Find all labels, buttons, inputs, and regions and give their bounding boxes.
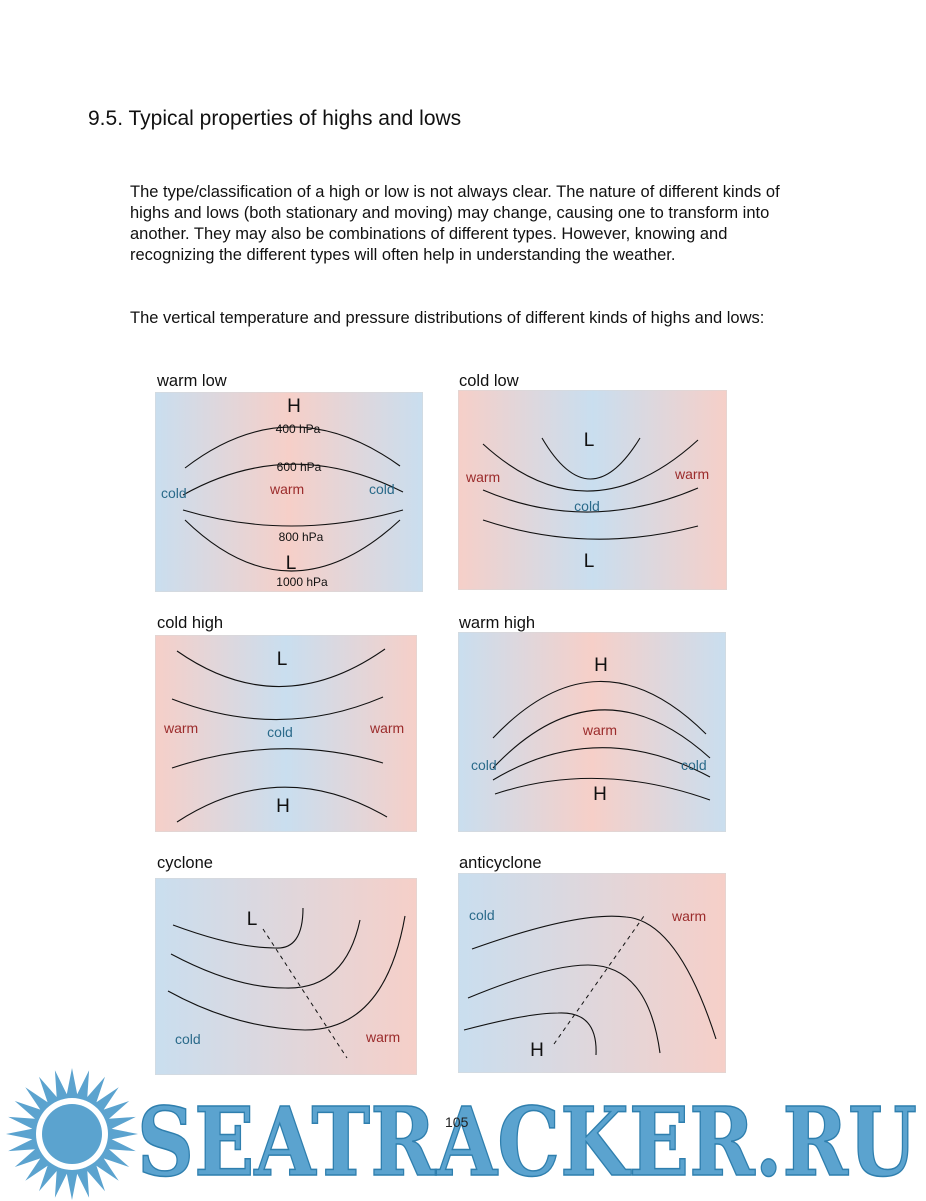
anticyclone-cold-label: cold: [469, 907, 495, 923]
warm-high-cold-right: cold: [681, 757, 707, 773]
label-1000-hpa: 1000 hPa: [276, 575, 328, 589]
cold-high-warm-left: warm: [164, 720, 199, 736]
label-400-hpa: 400 hPa: [275, 422, 321, 436]
warm-high-cold-left: cold: [471, 757, 497, 773]
anticyclone-diagram: [458, 873, 726, 1073]
warm-high-diagram: [458, 632, 726, 832]
cold-low-title: cold low: [459, 372, 519, 390]
cold-high-title: cold high: [157, 614, 224, 632]
warm-low-l-label: L: [285, 553, 297, 574]
label-600-hpa: 600 hPa: [276, 460, 322, 474]
cold-high-h-label: H: [276, 796, 290, 817]
cyclone-warm-label: warm: [366, 1029, 401, 1045]
anticyclone-h-label: H: [530, 1040, 544, 1061]
anticyclone-warm-label: warm: [672, 908, 707, 924]
warm-low-cold-left: cold: [161, 485, 187, 501]
distribution-paragraph: The vertical temperature and pressure distributions of different kinds of highs and lows:: [130, 309, 765, 327]
cyclone-cold-label: cold: [175, 1031, 201, 1047]
warm-low-cold-right: cold: [369, 481, 395, 497]
cold-high-cold-label: cold: [267, 724, 293, 740]
anticyclone-title: anticyclone: [459, 854, 542, 872]
cyclone-diagram: [155, 878, 417, 1075]
cold-low-diagram: [458, 390, 727, 590]
cold-low-warm-right: warm: [675, 466, 710, 482]
cyclone-l-label: L: [246, 909, 258, 930]
cyclone-title: cyclone: [157, 854, 213, 872]
section-heading: 9.5. Typical properties of highs and lows: [88, 107, 462, 130]
warm-low-title: warm low: [157, 372, 227, 390]
intro-paragraph: The type/classification of a high or low is not always clear. The nature of different kinds of highs and lows (both stationary and moving) may change, causing one to transform into another. They may also be combinations of different types. However, knowing and recognizing the different types will often help in understanding the weather.: [130, 183, 780, 264]
warm-low-warm-label: warm: [270, 481, 305, 497]
cold-low-cold-label: cold: [574, 498, 600, 514]
warm-high-title: warm high: [459, 614, 536, 632]
warm-low-h-label: H: [287, 396, 301, 417]
cold-high-warm-right: warm: [370, 720, 405, 736]
warm-high-h-top: H: [594, 655, 608, 676]
cold-low-warm-left: warm: [466, 469, 501, 485]
page-number: 105: [445, 1114, 469, 1130]
sun-icon: [6, 1068, 138, 1200]
cold-high-diagram: [155, 635, 417, 832]
cold-high-l-label: L: [276, 649, 288, 670]
label-800-hpa: 800 hPa: [278, 530, 324, 544]
cold-low-l-bottom: L: [583, 551, 595, 572]
cold-low-l-top: L: [583, 430, 595, 451]
warm-high-warm-label: warm: [582, 722, 618, 738]
warm-high-h-bottom: H: [593, 784, 607, 805]
warm-low-diagram: [155, 392, 423, 592]
anticyclone-background: [458, 873, 726, 1073]
watermark-logo: [0, 1062, 926, 1201]
watermark-text: SEATRACKER.RU: [137, 1087, 917, 1198]
